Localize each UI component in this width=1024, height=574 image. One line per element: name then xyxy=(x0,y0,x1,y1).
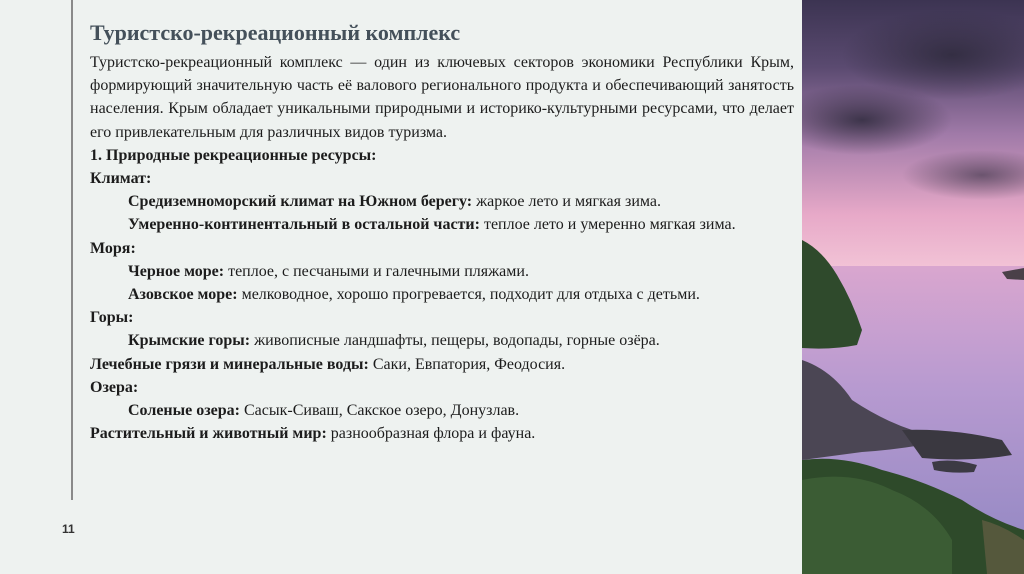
intro-paragraph: Туристско-рекреационный комплекс — один из ключевых секторов экономики Республики Крым, формирующий значительную часть её валового регионального продукта и обеспечивающий занятость населения. Крым обладает уникальными природными и историко-культурными ресурсами, что делает его привлекательным для различных видов туризма. xyxy=(90,54,794,141)
seas-heading: Моря: xyxy=(90,239,136,257)
list-item xyxy=(90,190,794,213)
climate-heading: Климат: xyxy=(90,170,152,188)
item-label: Лечебные грязи и минеральные воды: xyxy=(90,355,369,373)
item-text: Сасык-Сиваш, Сакское озеро, Донузлав. xyxy=(240,402,520,420)
item-text: жаркое лето и мягкая зима. xyxy=(472,193,661,211)
item-text: живописные ландшафты, пещеры, водопады, горные озёра. xyxy=(250,332,660,350)
item-label: Растительный и животный мир: xyxy=(90,425,327,443)
lakes-heading: Озера: xyxy=(90,378,139,396)
list-item xyxy=(90,329,794,352)
item-text: мелководное, хорошо прогревается, подходит для отдыха с детьми. xyxy=(237,286,700,304)
item-label: Азовское море: xyxy=(128,286,238,304)
flora-line xyxy=(90,422,794,445)
item-text: Саки, Евпатория, Феодосия. xyxy=(368,355,566,373)
list-item xyxy=(90,213,794,236)
item-label: Соленые озера: xyxy=(128,402,240,420)
divider-line xyxy=(71,0,73,500)
list-item xyxy=(90,260,794,283)
list-item xyxy=(90,399,794,422)
item-label: Умеренно-континентальный в остальной части: xyxy=(128,216,480,234)
crimea-coast-sunset-image xyxy=(802,0,1024,574)
section-heading: 1. Природные рекреационные ресурсы: xyxy=(90,146,377,164)
item-label: Средиземноморский климат на Южном берегу: xyxy=(128,193,473,211)
item-text: теплое лето и умеренно мягкая зима. xyxy=(479,216,736,234)
slide-content xyxy=(90,20,794,445)
item-text: теплое, с песчаными и галечными пляжами. xyxy=(224,262,529,280)
item-text: разнообразная флора и фауна. xyxy=(326,425,536,443)
list-item xyxy=(90,283,794,306)
item-label: Черное море: xyxy=(128,262,225,280)
slide-title: Туристско-рекреационный комплекс xyxy=(90,20,461,45)
item-label: Крымские горы: xyxy=(128,332,251,350)
mountains-heading: Горы: xyxy=(90,309,134,327)
mud-line xyxy=(90,353,794,376)
page-number: 11 xyxy=(62,522,75,536)
